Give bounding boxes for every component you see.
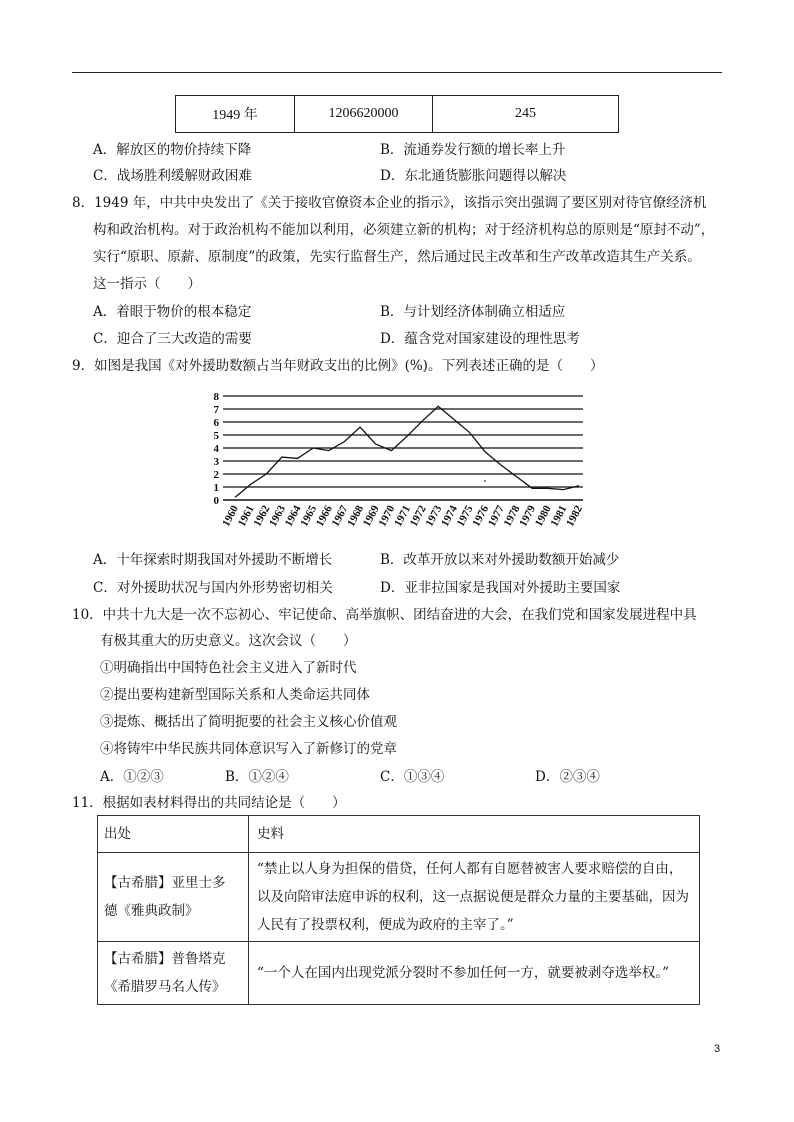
index-cell: 245: [433, 96, 619, 133]
x-tick-label: 1966: [313, 503, 335, 529]
material-line: 人民有了投票权利，便成为政府的主宰了。”: [257, 917, 514, 933]
x-tick-label: 1962: [251, 503, 273, 529]
header-source: 出处: [98, 816, 249, 853]
y-tick-label: 8: [213, 391, 219, 403]
chart-speck: [484, 480, 486, 482]
q10-stem-line-1: 10．中共十九大是一次不忘初心、牢记使命、高举旗帜、团结奋进的大会，在我们党和国家发展进程中具: [72, 607, 697, 623]
y-tick-label: 5: [213, 430, 219, 442]
q10-option-a: A．①②③: [100, 769, 164, 785]
source-line: 《希腊罗马名人传》: [104, 979, 226, 995]
source-line: 【古希腊】普鲁塔克: [104, 951, 226, 967]
q9-option-b: B．改革开放以来对外援助数额开始减少: [380, 552, 620, 568]
q10-option-c: C．①③④: [380, 769, 445, 785]
table-header-row: [98, 816, 700, 853]
x-tick-label: 1976: [470, 503, 492, 529]
q9-option-a: A．十年探索时期我国对外援助不断增长: [93, 552, 333, 568]
data-table-fragment: [175, 95, 619, 133]
x-tick-label: 1982: [564, 503, 586, 529]
y-tick-label: 3: [213, 456, 219, 468]
q10-item-4: ④将铸牢中华民族共同体意识写入了新修订的党章: [100, 741, 397, 757]
x-tick-label: 1974: [439, 503, 460, 529]
q10-stem-line-2: 有极其重大的历史意义。这次会议（ ）: [100, 633, 357, 649]
q7-option-b: B．流通券发行额的增长率上升: [380, 142, 566, 158]
x-tick-label: 1960: [220, 503, 242, 529]
x-tick-label: 1977: [485, 503, 507, 529]
y-tick-label: 0: [213, 495, 219, 507]
material-line: 以及向陪审法庭申诉的权利，这一点据说便是群众力量的主要基础，因为: [257, 889, 689, 905]
page-number: 3: [714, 1043, 721, 1055]
q8-option-d: D．蕴含党对国家建设的理性思考: [380, 331, 580, 347]
x-tick-label: 1970: [376, 503, 398, 529]
q8-option-c: C．迎合了三大改造的需要: [93, 331, 252, 347]
y-tick-label: 4: [213, 443, 219, 455]
q11-stem: 11．根据如表材料得出的共同结论是（ ）: [72, 795, 346, 811]
table-row: [176, 96, 619, 133]
q9-stem: 9．如图是我国《对外援助数额占当年财政支出的比例》(%)。下列表述正确的是（ ）: [72, 358, 604, 374]
q8-stem-line-3: 实行“原职、原薪、原制度”的政策，先实行监督生产，然后通过民主改革和生产改革改造其生产关系。: [93, 249, 701, 265]
x-tick-label: 1965: [298, 503, 320, 529]
x-tick-label: 1981: [548, 503, 570, 529]
x-tick-label: 1968: [345, 503, 367, 529]
y-tick-label: 6: [213, 417, 219, 429]
q7-option-c: C．战场胜利缓解财政困难: [93, 168, 252, 184]
material-line: “禁止以人身为担保的借贷，任何人都有自愿替被害人要求赔偿的自由，: [257, 861, 683, 877]
q10-option-d: D．②③④: [535, 769, 600, 785]
source-line: 【古希腊】亚里士多: [104, 875, 226, 891]
x-tick-label: 1969: [360, 503, 382, 529]
q9-option-d: D．亚非拉国家是我国对外援助主要国家: [380, 580, 621, 596]
q7-option-d: D．东北通货膨胀问题得以解决: [380, 168, 567, 184]
x-tick-label: 1979: [517, 503, 539, 529]
x-tick-label: 1978: [501, 503, 523, 529]
amount-cell: 1206620000: [295, 96, 433, 133]
table-row: [98, 853, 700, 942]
year-cell: 1949 年: [176, 96, 295, 133]
aid-ratio-series-line: [235, 406, 579, 497]
aid-ratio-line-chart: [205, 388, 595, 538]
q8-option-a: A．着眼于物价的根本稳定: [93, 304, 252, 320]
q10-item-3: ③提炼、概括出了简明扼要的社会主义核心价值观: [100, 714, 397, 730]
table-row: [98, 942, 700, 1005]
x-tick-label: 1967: [329, 503, 351, 529]
y-tick-label: 7: [213, 404, 219, 416]
source-table: [97, 815, 700, 1005]
y-tick-label: 1: [213, 482, 219, 494]
x-tick-label: 1964: [282, 503, 304, 529]
q9-option-c: C．对外援助状况与国内外形势密切相关: [93, 580, 333, 596]
q8-stem-line-2: 构和政治机构。对于政治机构不能加以利用，必须建立新的机构；对于经济机构总的原则是“原封不动”，: [93, 222, 715, 238]
x-tick-label: 1980: [532, 503, 554, 529]
q8-stem-line-1: 8．1949 年，中共中央发出了《关于接收官僚资本企业的指示》，该指示突出强调了要区别对待官僚经济机: [72, 195, 707, 211]
y-tick-label: 2: [213, 469, 219, 481]
q10-item-2: ②提出要构建新型国际关系和人类命运共同体: [100, 687, 370, 703]
x-tick-label: 1963: [267, 503, 288, 529]
x-tick-label: 1972: [407, 503, 429, 529]
header-rule: [72, 72, 722, 73]
x-tick-label: 1971: [392, 503, 414, 529]
q10-item-1: ①明确指出中国特色社会主义进入了新时代: [100, 660, 357, 676]
x-tick-label: 1975: [454, 503, 476, 529]
q8-option-b: B．与计划经济体制确立相适应: [380, 304, 566, 320]
header-material: 史料: [249, 816, 700, 853]
q10-option-b: B．①②④: [225, 769, 289, 785]
q7-option-a: A．解放区的物价持续下降: [93, 142, 252, 158]
x-tick-label: 1973: [423, 503, 445, 529]
material-line: “一个人在国内出现党派分裂时不参加任何一方，就要被剥夺选举权。”: [257, 965, 670, 981]
x-tick-label: 1961: [235, 503, 257, 529]
source-line: 德《雅典政制》: [104, 903, 199, 919]
q8-stem-line-4: 这一指示（ ）: [93, 276, 201, 292]
